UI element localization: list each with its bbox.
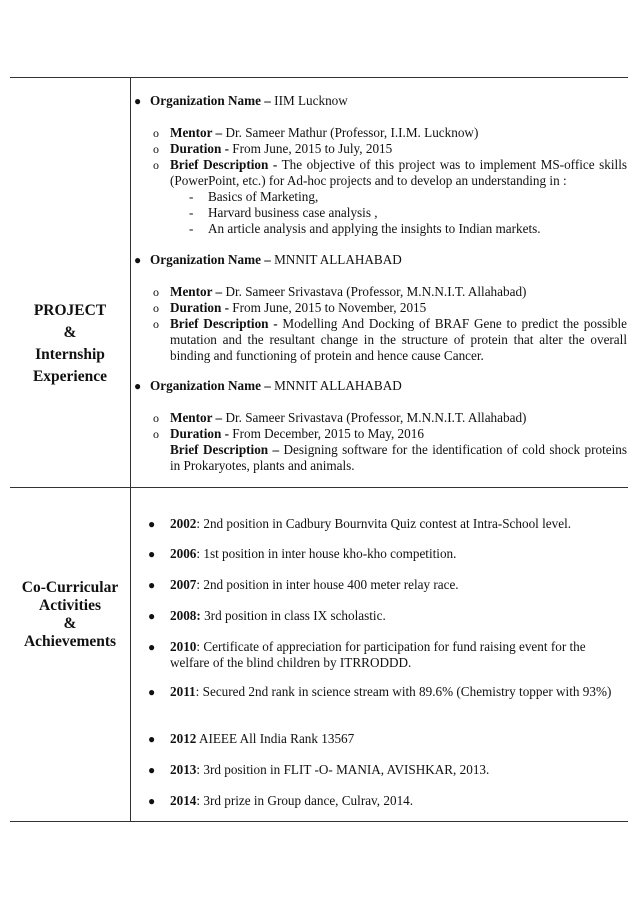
description-label: Brief Description - (170, 316, 278, 331)
dash-bullet-icon: - (189, 205, 194, 220)
bullet-icon: ● (134, 94, 142, 108)
organization-value: MNNIT ALLAHABAD (274, 252, 402, 267)
duration-line (131, 141, 627, 157)
achievement-text: 3rd position in FLIT -O- MANIA, AVISHKAR, 2013. (203, 762, 490, 777)
table-bottom-border (10, 821, 628, 822)
project-title-line: & (63, 324, 77, 341)
duration-label: Duration - (170, 141, 229, 156)
section-divider (10, 487, 628, 488)
organization-heading (134, 93, 627, 109)
circle-bullet-icon: o (153, 142, 159, 156)
circle-bullet-icon: o (153, 411, 159, 425)
achievement-year: 2007 (170, 577, 197, 592)
description-label: Brief Description - (170, 157, 278, 172)
achievement-item (131, 516, 621, 532)
bullet-icon: ● (148, 547, 156, 561)
achievement-text: 2nd position in inter house 400 meter relay race. (203, 577, 459, 592)
mentor-label: Mentor – (170, 125, 223, 140)
duration-line (131, 426, 627, 442)
achievement-item (131, 546, 621, 562)
point-text: An article analysis and applying the insights to Indian markets. (208, 221, 541, 236)
achievement-separator: : (196, 516, 201, 531)
organization-entry (131, 252, 627, 364)
achievement-year: 2002 (170, 516, 197, 531)
duration-value: From December, 2015 to May, 2016 (232, 426, 424, 441)
project-title-line: Experience (32, 368, 108, 385)
organization-value: IIM Lucknow (274, 93, 348, 108)
achievement-text: Certificate of appreciation for participation for fund raising event for the welfare of the blind children by ITRRODDD. (170, 639, 586, 670)
cocurricular-title-line: Co-Curricular (21, 579, 119, 596)
description-point (131, 189, 627, 205)
circle-bullet-icon: o (153, 427, 159, 441)
achievement-item (131, 577, 621, 593)
achievement-separator: : (196, 793, 201, 808)
achievement-separator: : (196, 639, 201, 654)
circle-bullet-icon: o (153, 126, 159, 140)
description-point (131, 221, 627, 237)
achievement-item (131, 793, 621, 809)
project-title-line: PROJECT (33, 302, 107, 319)
project-title-line: Internship (35, 346, 105, 363)
achievement-item (131, 684, 621, 700)
achievement-separator: : (196, 762, 201, 777)
description-value: Modelling And Docking of BRAF Gene to predict the possible mutation and the resultant change in the structure of protein that alter the overall binding and functioning of protein and hence cause Cancer. (170, 316, 628, 363)
circle-bullet-icon: o (153, 317, 159, 331)
description-line (131, 442, 627, 474)
description-point (131, 205, 627, 221)
achievement-item (131, 639, 621, 671)
achievement-year: 2006 (170, 546, 197, 561)
bullet-icon: ● (148, 685, 156, 699)
duration-value: From June, 2015 to November, 2015 (232, 300, 427, 315)
point-text: Harvard business case analysis , (208, 205, 378, 220)
description-label: Brief Description – (170, 442, 280, 457)
description-line (131, 316, 627, 364)
achievement-text: AIEEE All India Rank 13567 (198, 731, 355, 746)
dash-bullet-icon: - (189, 221, 194, 236)
point-text: Basics of Marketing, (208, 189, 319, 204)
dash-bullet-icon: - (189, 189, 194, 204)
achievement-text: 1st position in inter house kho-kho competition. (203, 546, 457, 561)
mentor-value: Dr. Sameer Srivastava (Professor, M.N.N.I.T. Allahabad) (225, 410, 527, 425)
achievement-text: 2nd position in Cadbury Bournvita Quiz contest at Intra-School level. (203, 516, 572, 531)
organization-label: Organization Name – (150, 93, 271, 108)
duration-value: From June, 2015 to July, 2015 (232, 141, 393, 156)
organization-heading (134, 378, 627, 394)
organization-label: Organization Name – (150, 252, 271, 267)
mentor-value: Dr. Sameer Mathur (Professor, I.I.M. Lucknow) (225, 125, 479, 140)
achievement-year: 2012 (170, 731, 197, 746)
mentor-line (131, 125, 627, 141)
achievement-text: Secured 2nd rank in science stream with 89.6% (Chemistry topper with 93%) (202, 684, 612, 699)
table-top-border (10, 77, 628, 78)
achievement-item (131, 731, 621, 747)
organization-heading (134, 252, 627, 268)
description-line (131, 157, 627, 189)
mentor-line (131, 410, 627, 426)
mentor-line (131, 284, 627, 300)
bullet-icon: ● (148, 732, 156, 746)
mentor-value: Dr. Sameer Srivastava (Professor, M.N.N.I.T. Allahabad) (225, 284, 527, 299)
organization-label: Organization Name – (150, 378, 271, 393)
bullet-icon: ● (148, 794, 156, 808)
mentor-label: Mentor – (170, 410, 223, 425)
project-section-title (10, 300, 130, 388)
circle-bullet-icon: o (153, 285, 159, 299)
duration-label: Duration - (170, 300, 229, 315)
achievement-item (131, 762, 621, 778)
cocurricular-title-line: Achievements (23, 633, 117, 650)
achievement-separator: : (195, 684, 200, 699)
achievement-year: 2008: (170, 608, 201, 623)
achievement-year: 2011 (170, 684, 196, 699)
bullet-icon: ● (148, 578, 156, 592)
organization-value: MNNIT ALLAHABAD (274, 378, 402, 393)
bullet-icon: ● (148, 609, 156, 623)
organization-entry (131, 378, 627, 474)
achievement-separator: : (196, 546, 201, 561)
description-value: Designing software for the identification of cold shock proteins in Prokaryotes, plants and animals. (170, 442, 627, 473)
bullet-icon: ● (148, 640, 156, 654)
duration-label: Duration - (170, 426, 229, 441)
circle-bullet-icon: o (153, 301, 159, 315)
organization-entry (131, 93, 627, 237)
bullet-icon: ● (148, 517, 156, 531)
achievement-text: 3rd position in class IX scholastic. (204, 608, 386, 623)
achievement-item (131, 608, 621, 624)
cocurricular-section-title (10, 579, 130, 651)
achievement-year: 2014 (170, 793, 197, 808)
bullet-icon: ● (134, 253, 142, 267)
achievement-separator: : (196, 577, 201, 592)
achievement-text: 3rd prize in Group dance, Culrav, 2014. (203, 793, 414, 808)
bullet-icon: ● (148, 763, 156, 777)
cocurricular-title-line: & (63, 615, 77, 632)
achievement-year: 2013 (170, 762, 197, 777)
circle-bullet-icon: o (153, 158, 159, 172)
achievement-year: 2010 (170, 639, 197, 654)
duration-line (131, 300, 627, 316)
description-value: The objective of this project was to implement MS-office skills (PowerPoint, etc.) for Ad-hoc projects and to develop an understanding in : (170, 157, 627, 188)
cocurricular-title-line: Activities (39, 597, 101, 614)
mentor-label: Mentor – (170, 284, 223, 299)
bullet-icon: ● (134, 379, 142, 393)
organizations-list (131, 93, 627, 474)
